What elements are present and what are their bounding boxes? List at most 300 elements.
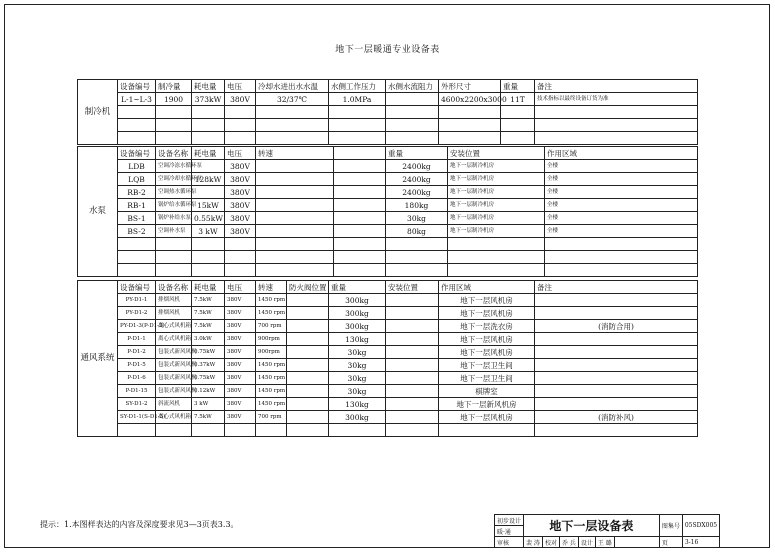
table-cell: 380V xyxy=(225,212,256,225)
table-cell xyxy=(334,160,386,173)
empty-cell xyxy=(192,251,225,264)
column-header: 安装位置 xyxy=(386,281,439,294)
table-cell: 0.12kW xyxy=(192,385,225,398)
table-cell: P-D1-15 xyxy=(118,385,156,398)
table-cell: 0.75kW xyxy=(192,372,225,385)
table-cell: 7.5kW xyxy=(192,411,225,424)
table-cell xyxy=(287,359,329,372)
table-cell xyxy=(386,398,439,411)
table-cell xyxy=(256,199,334,212)
table-cell: 380V xyxy=(225,294,256,307)
empty-cell xyxy=(118,119,156,132)
empty-row xyxy=(78,238,698,251)
empty-cell xyxy=(192,424,225,437)
column-header: 重量 xyxy=(386,147,448,160)
table-cell: 380V xyxy=(225,307,256,320)
table-cell: 900rpm xyxy=(256,333,287,346)
empty-cell xyxy=(329,106,386,119)
table-cell: 地下一层风机房 xyxy=(439,411,535,424)
table-cell: 技术指标以最终设备订货为准 xyxy=(535,93,698,106)
table-cell: SY-D1-1(S-D1-3) xyxy=(118,411,156,424)
table-cell: 离心式风机箱 xyxy=(156,411,192,424)
column-header: 设备编号 xyxy=(118,80,156,93)
empty-cell xyxy=(535,424,698,437)
table-cell: 900rpm xyxy=(256,346,287,359)
column-header: 作用区域 xyxy=(545,147,698,160)
table-row xyxy=(78,294,698,307)
table-cell: 包装式新风风机 xyxy=(156,372,192,385)
column-header: 设备编号 xyxy=(118,147,156,160)
table-cell: 380V xyxy=(225,199,256,212)
empty-cell xyxy=(118,132,156,145)
table-cell xyxy=(256,186,334,199)
empty-cell xyxy=(501,106,535,119)
table-cell xyxy=(386,294,439,307)
empty-cell xyxy=(225,238,256,251)
column-header: 制冷量 xyxy=(156,80,192,93)
table-cell: RB-2 xyxy=(118,186,156,199)
table-cell: 300kg xyxy=(329,320,386,333)
table-cell: 全楼 xyxy=(545,160,698,173)
empty-cell xyxy=(225,119,256,132)
section-label: 水泵 xyxy=(78,147,118,277)
empty-cell xyxy=(192,132,225,145)
table-cell: 地下一层制冷机房 xyxy=(448,199,545,212)
table-cell xyxy=(386,359,439,372)
column-header: 防火阀位置 xyxy=(287,281,329,294)
table-row xyxy=(78,307,698,320)
check-label: 校对 xyxy=(542,537,559,548)
table-cell: 地下一层新风机房 xyxy=(439,398,535,411)
table-cell: 700 rpm xyxy=(256,411,287,424)
table-cell: 380V xyxy=(225,411,256,424)
empty-cell xyxy=(156,251,192,264)
table-cell: BS-2 xyxy=(118,225,156,238)
table-cell: 380V xyxy=(225,320,256,333)
table-cell: P-D1-1 xyxy=(118,333,156,346)
empty-cell xyxy=(448,251,545,264)
header-row xyxy=(78,281,698,294)
table-cell xyxy=(386,333,439,346)
table-cell: 380V xyxy=(225,385,256,398)
table-cell xyxy=(287,294,329,307)
table-cell: 30kg xyxy=(329,346,386,359)
table-cell: 380V xyxy=(225,93,256,106)
table-cell: 全楼 xyxy=(545,173,698,186)
page-label: 页 xyxy=(659,537,682,548)
column-header: 设备名称 xyxy=(156,147,192,160)
empty-cell xyxy=(256,251,334,264)
table-cell: 空调补水泵 xyxy=(156,225,192,238)
table-cell xyxy=(287,372,329,385)
table-cell: 0.37kW xyxy=(192,359,225,372)
table-cell: 30kg xyxy=(329,359,386,372)
table-cell: 80kg xyxy=(386,225,448,238)
table-cell: 380V xyxy=(225,346,256,359)
table-cell: 斜流风机 xyxy=(156,398,192,411)
column-header: 备注 xyxy=(535,281,698,294)
empty-cell xyxy=(386,119,439,132)
table-cell: L-1~L-3 xyxy=(118,93,156,106)
table-row xyxy=(78,372,698,385)
table-cell: 排烟风机 xyxy=(156,307,192,320)
table-cell: 7.5kW xyxy=(192,294,225,307)
empty-cell xyxy=(225,424,256,437)
table-cell xyxy=(386,411,439,424)
table-cell xyxy=(287,320,329,333)
empty-cell xyxy=(192,264,225,277)
empty-cell xyxy=(256,106,329,119)
table-cell: 3 kW xyxy=(192,398,225,411)
table-cell xyxy=(386,307,439,320)
empty-cell xyxy=(287,424,329,437)
empty-cell xyxy=(439,132,501,145)
table-cell: 地下一层卫生间 xyxy=(439,372,535,385)
column-header: 水侧工作压力 xyxy=(329,80,386,93)
table-cell: 380V xyxy=(225,359,256,372)
header-row xyxy=(78,80,698,93)
table-row xyxy=(78,212,698,225)
stage-label: 初步设计 xyxy=(495,515,524,526)
table-cell xyxy=(535,307,698,320)
table-cell: 地下一层制冷机房 xyxy=(448,173,545,186)
column-header: 耗电量 xyxy=(192,80,225,93)
table-cell xyxy=(535,359,698,372)
table-cell xyxy=(256,173,334,186)
empty-cell xyxy=(118,424,156,437)
table-row xyxy=(78,173,698,186)
empty-cell xyxy=(118,251,156,264)
column-header: 作用区域 xyxy=(439,281,535,294)
empty-cell xyxy=(156,424,192,437)
empty-cell xyxy=(439,119,501,132)
table-cell: 全楼 xyxy=(545,212,698,225)
table-cell: 地下一层制冷机房 xyxy=(448,212,545,225)
empty-cell xyxy=(192,238,225,251)
empty-cell xyxy=(386,238,448,251)
empty-cell xyxy=(118,238,156,251)
empty-cell xyxy=(501,132,535,145)
table-cell: 离心式风机箱 xyxy=(156,333,192,346)
table-cell: 空调热水循环泵 xyxy=(156,186,192,199)
table-cell: 1900 xyxy=(156,93,192,106)
table-cell: 地下一层卫生间 xyxy=(439,359,535,372)
ventilation-table xyxy=(77,280,698,437)
section-label: 制冷机 xyxy=(78,80,118,145)
empty-cell xyxy=(256,238,334,251)
table-cell: (消防合用) xyxy=(535,320,698,333)
table-cell: 380V xyxy=(225,372,256,385)
table-cell xyxy=(386,93,439,106)
table-cell: P-D1-5 xyxy=(118,359,156,372)
empty-cell xyxy=(156,264,192,277)
table-cell xyxy=(256,212,334,225)
table-cell: 包装式新风风机 xyxy=(156,346,192,359)
page-number: 3-16 xyxy=(682,537,719,548)
pump-table xyxy=(77,146,698,277)
table-cell xyxy=(535,385,698,398)
table-row xyxy=(78,225,698,238)
empty-cell xyxy=(156,119,192,132)
table-row xyxy=(78,333,698,346)
design-label: 设计 xyxy=(578,537,595,548)
table-cell: 包装式新风风机 xyxy=(156,385,192,398)
table-cell xyxy=(535,372,698,385)
title-block xyxy=(494,514,720,548)
table-cell: 130kg xyxy=(329,398,386,411)
table-cell: 1450 rpm xyxy=(256,398,287,411)
column-header: 设备编号 xyxy=(118,281,156,294)
table-cell xyxy=(386,320,439,333)
table-cell: 7.5kW xyxy=(192,320,225,333)
empty-cell xyxy=(334,264,386,277)
empty-cell xyxy=(156,238,192,251)
table-cell: 7.5kW xyxy=(192,307,225,320)
empty-row xyxy=(78,251,698,264)
table-cell: 380V xyxy=(225,173,256,186)
table-cell xyxy=(386,372,439,385)
table-cell: 380V xyxy=(225,160,256,173)
table-cell: RB-1 xyxy=(118,199,156,212)
table-cell xyxy=(535,346,698,359)
table-row xyxy=(78,186,698,199)
empty-cell xyxy=(448,238,545,251)
table-cell: 380V xyxy=(225,333,256,346)
table-cell: 1.0MPa xyxy=(329,93,386,106)
table-cell: 地下一层风机房 xyxy=(439,333,535,346)
signature-area xyxy=(614,537,659,548)
empty-cell xyxy=(225,132,256,145)
table-cell xyxy=(256,160,334,173)
empty-cell xyxy=(535,119,698,132)
column-header: 水侧水流阻力 xyxy=(386,80,439,93)
sheet-title: 地下一层暖通专业设备表 xyxy=(335,45,440,55)
column-header xyxy=(334,147,386,160)
table-row xyxy=(78,199,698,212)
table-cell: 1450 rpm xyxy=(256,385,287,398)
table-cell xyxy=(535,294,698,307)
empty-cell xyxy=(192,119,225,132)
table-cell: P-D1-6 xyxy=(118,372,156,385)
column-header: 转速 xyxy=(256,281,287,294)
table-cell: 0.75kW xyxy=(192,346,225,359)
empty-cell xyxy=(545,251,698,264)
table-cell: 11T xyxy=(501,93,535,106)
table-row xyxy=(78,346,698,359)
column-header: 转速 xyxy=(256,147,334,160)
column-header: 重量 xyxy=(329,281,386,294)
table-cell: 180kg xyxy=(386,199,448,212)
column-header: 耗电量 xyxy=(192,147,225,160)
table-cell xyxy=(287,346,329,359)
column-header: 电压 xyxy=(225,281,256,294)
table-cell: 排烟风机 xyxy=(156,294,192,307)
table-cell: 地下一层制冷机房 xyxy=(448,186,545,199)
empty-cell xyxy=(156,106,192,119)
column-header: 备注 xyxy=(535,80,698,93)
empty-cell xyxy=(439,424,535,437)
atlas-number: 05SDX005 xyxy=(682,515,719,537)
empty-cell xyxy=(334,238,386,251)
empty-cell xyxy=(256,132,329,145)
table-row xyxy=(78,160,698,173)
table-cell xyxy=(256,225,334,238)
table-cell xyxy=(334,225,386,238)
table-cell: 地下一层风机房 xyxy=(439,346,535,359)
table-cell: 棋牌室 xyxy=(439,385,535,398)
table-cell: 0.55kW xyxy=(192,212,225,225)
table-row xyxy=(78,320,698,333)
table-cell: 全楼 xyxy=(545,225,698,238)
column-header: 外形尺寸 xyxy=(439,80,501,93)
table-cell: 全楼 xyxy=(545,199,698,212)
empty-cell xyxy=(256,424,287,437)
table-cell xyxy=(334,212,386,225)
empty-cell xyxy=(118,106,156,119)
empty-cell xyxy=(386,106,439,119)
table-cell: SY-D1-2 xyxy=(118,398,156,411)
table-cell: (消防补风) xyxy=(535,411,698,424)
table-cell: 地下一层风机房 xyxy=(439,307,535,320)
empty-cell xyxy=(329,119,386,132)
table-cell: 地下一层制冷机房 xyxy=(448,225,545,238)
table-cell: 1450 rpm xyxy=(256,307,287,320)
table-cell: 2400kg xyxy=(386,160,448,173)
table-cell: 4600x2200x3000 xyxy=(439,93,501,106)
table-row xyxy=(78,398,698,411)
table-row xyxy=(78,359,698,372)
empty-cell xyxy=(334,251,386,264)
table-cell: 锅炉补给水泵 xyxy=(156,212,192,225)
table-cell: 30kg xyxy=(386,212,448,225)
column-header: 耗电量 xyxy=(192,281,225,294)
table-cell: 地下一层风机房 xyxy=(439,294,535,307)
table-cell: 30kg xyxy=(329,385,386,398)
table-cell: LDB xyxy=(118,160,156,173)
table-cell xyxy=(334,186,386,199)
table-cell: PY-D1-2 xyxy=(118,307,156,320)
empty-cell xyxy=(329,424,386,437)
checker-name: 乔 兵 xyxy=(559,537,578,548)
column-header: 电压 xyxy=(225,80,256,93)
review-label: 审核 xyxy=(495,537,524,548)
empty-cell xyxy=(225,106,256,119)
table-cell xyxy=(386,385,439,398)
table-row xyxy=(78,93,698,106)
table-cell: 包装式新风风机 xyxy=(156,359,192,372)
table-cell xyxy=(334,173,386,186)
table-cell: PY-D1-1 xyxy=(118,294,156,307)
column-header: 冷却水进出水水温 xyxy=(256,80,329,93)
empty-cell xyxy=(545,238,698,251)
table-cell: 380V xyxy=(225,225,256,238)
empty-cell xyxy=(192,106,225,119)
empty-cell xyxy=(156,132,192,145)
table-cell xyxy=(287,411,329,424)
designer-name: 王 璐 xyxy=(595,537,614,548)
subject-label: 暖·通 xyxy=(495,526,524,537)
table-cell: 空调冷冻水循环泵 xyxy=(156,160,192,173)
table-cell: 700 rpm xyxy=(256,320,287,333)
table-cell: 373kW xyxy=(192,93,225,106)
table-cell xyxy=(287,307,329,320)
table-cell: 全楼 xyxy=(545,186,698,199)
table-cell: 130kg xyxy=(329,333,386,346)
table-cell: 15kW xyxy=(192,199,225,212)
empty-cell xyxy=(386,251,448,264)
atlas-label: 图集号 xyxy=(659,515,682,537)
table-row xyxy=(78,411,698,424)
chiller-table xyxy=(77,79,698,145)
empty-cell xyxy=(386,424,439,437)
empty-cell xyxy=(386,132,439,145)
table-cell xyxy=(287,398,329,411)
empty-cell xyxy=(535,106,698,119)
table-cell: 地下一层制冷机房 xyxy=(448,160,545,173)
table-cell: 300kg xyxy=(329,411,386,424)
column-header: 电压 xyxy=(225,147,256,160)
empty-cell xyxy=(256,264,334,277)
table-cell xyxy=(334,199,386,212)
note-text: 提示：1.本图样表达的内容及深度要求见3—3页表3.3。 xyxy=(40,520,239,529)
empty-cell xyxy=(545,264,698,277)
table-cell: 128kW xyxy=(192,173,225,186)
table-cell: 30kg xyxy=(329,372,386,385)
table-cell xyxy=(287,385,329,398)
header-row xyxy=(78,147,698,160)
empty-cell xyxy=(225,264,256,277)
empty-cell xyxy=(448,264,545,277)
column-header: 设备名称 xyxy=(156,281,192,294)
table-cell: 锅炉给水循环泵 xyxy=(156,199,192,212)
empty-row xyxy=(78,119,698,132)
table-cell: 1450 rpm xyxy=(256,359,287,372)
column-header: 安装位置 xyxy=(448,147,545,160)
table-cell: 1450 rpm xyxy=(256,294,287,307)
section-label: 通风系统 xyxy=(78,281,118,437)
table-cell: 300kg xyxy=(329,307,386,320)
empty-cell xyxy=(256,119,329,132)
table-cell: 1450 rpm xyxy=(256,372,287,385)
table-cell xyxy=(535,333,698,346)
table-cell: 3 kW xyxy=(192,225,225,238)
table-cell: P-D1-2 xyxy=(118,346,156,359)
table-cell xyxy=(386,346,439,359)
table-cell: PY-D1-3(P-D1-3) xyxy=(118,320,156,333)
empty-cell xyxy=(535,132,698,145)
table-cell: 2400kg xyxy=(386,173,448,186)
table-cell: 离心式风机箱 xyxy=(156,320,192,333)
table-row xyxy=(78,385,698,398)
table-cell: 3.0kW xyxy=(192,333,225,346)
empty-cell xyxy=(225,251,256,264)
empty-cell xyxy=(386,264,448,277)
empty-row xyxy=(78,106,698,119)
table-cell: 32/37℃ xyxy=(256,93,329,106)
table-cell: LQB xyxy=(118,173,156,186)
empty-cell xyxy=(439,106,501,119)
empty-cell xyxy=(501,119,535,132)
table-cell: 地下一层洗衣房 xyxy=(439,320,535,333)
empty-row xyxy=(78,264,698,277)
empty-cell xyxy=(329,132,386,145)
empty-row xyxy=(78,132,698,145)
table-cell: BS-1 xyxy=(118,212,156,225)
table-cell: 380V xyxy=(225,398,256,411)
empty-row xyxy=(78,424,698,437)
empty-cell xyxy=(118,264,156,277)
drawing-title: 地下一层设备表 xyxy=(524,515,660,537)
